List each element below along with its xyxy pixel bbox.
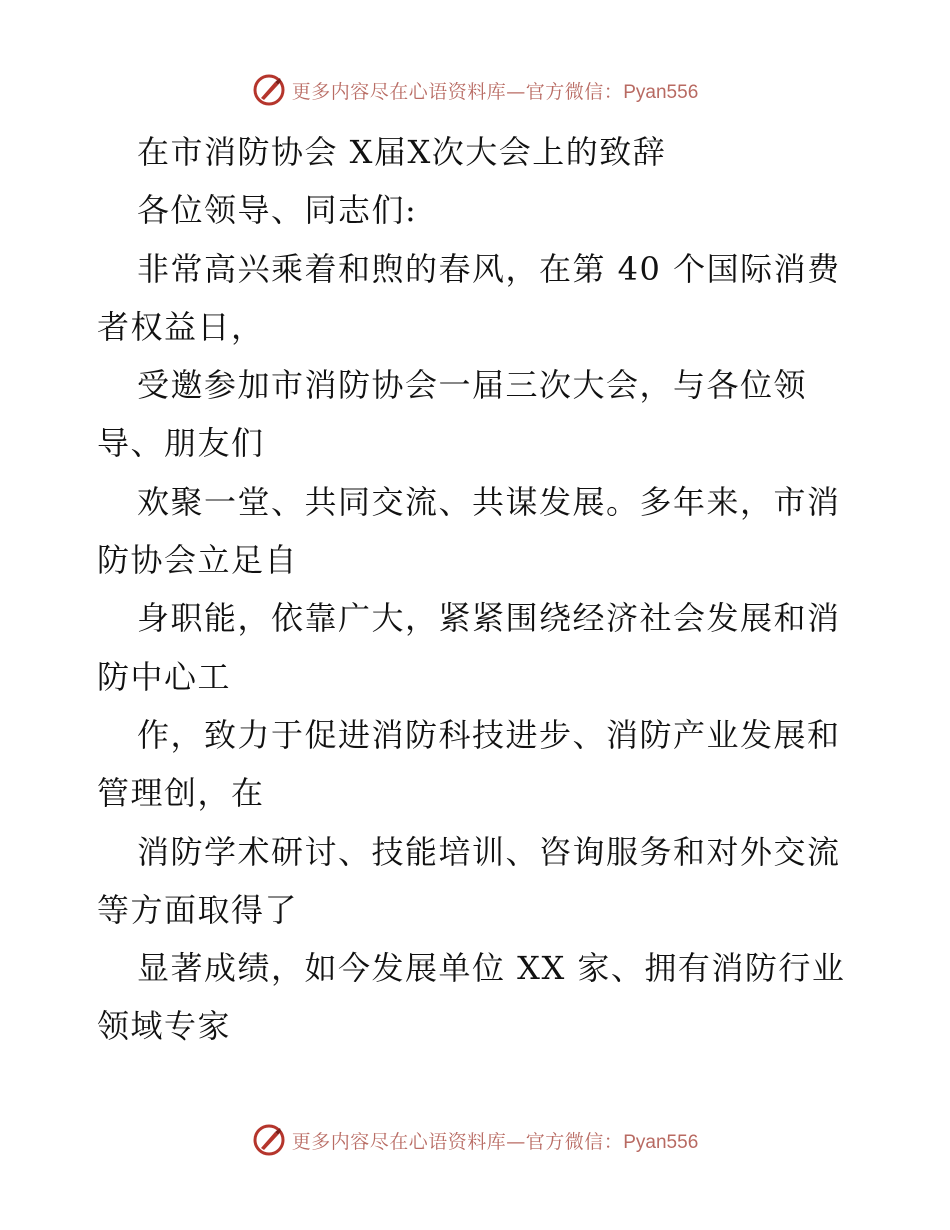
header-watermark xyxy=(0,70,950,110)
paragraph: 身职能，依靠广大，紧紧围绕经济社会发展和消防中心工 xyxy=(97,599,841,696)
quill-pen-circle-icon xyxy=(252,1123,286,1157)
watermark-text: 更多内容尽在心语资料库—官方微信：Pyan556 xyxy=(291,80,699,103)
paragraph: 各位领导、同志们: xyxy=(137,191,418,230)
document-title: 在市消防协会 X届X次大会上的致辞 xyxy=(137,133,667,171)
paragraph: 欢聚一堂、共同交流、共谋发展。多年来，市消防协会立足自 xyxy=(97,482,841,580)
document-body xyxy=(97,123,857,1056)
paragraph: 显著成绩，如今发展单位 XX 家、拥有消防行业领域专家 xyxy=(97,949,846,1046)
paragraph: 消防学术研讨、技能培训、咨询服务和对外交流等方面取得了 xyxy=(97,832,841,929)
paragraph: 受邀参加市消防协会一届三次大会，与各位领导、朋友们 xyxy=(97,366,808,463)
quill-pen-circle-icon xyxy=(252,73,286,107)
footer-watermark xyxy=(0,1120,950,1160)
watermark-text: 更多内容尽在心语资料库—官方微信：Pyan556 xyxy=(291,1130,699,1153)
paragraph: 非常高兴乘着和煦的春风，在第 40 个国际消费者权益日， xyxy=(97,249,841,346)
paragraph: 作，致力于促进消防科技进步、消防产业发展和管理创，在 xyxy=(97,715,841,813)
